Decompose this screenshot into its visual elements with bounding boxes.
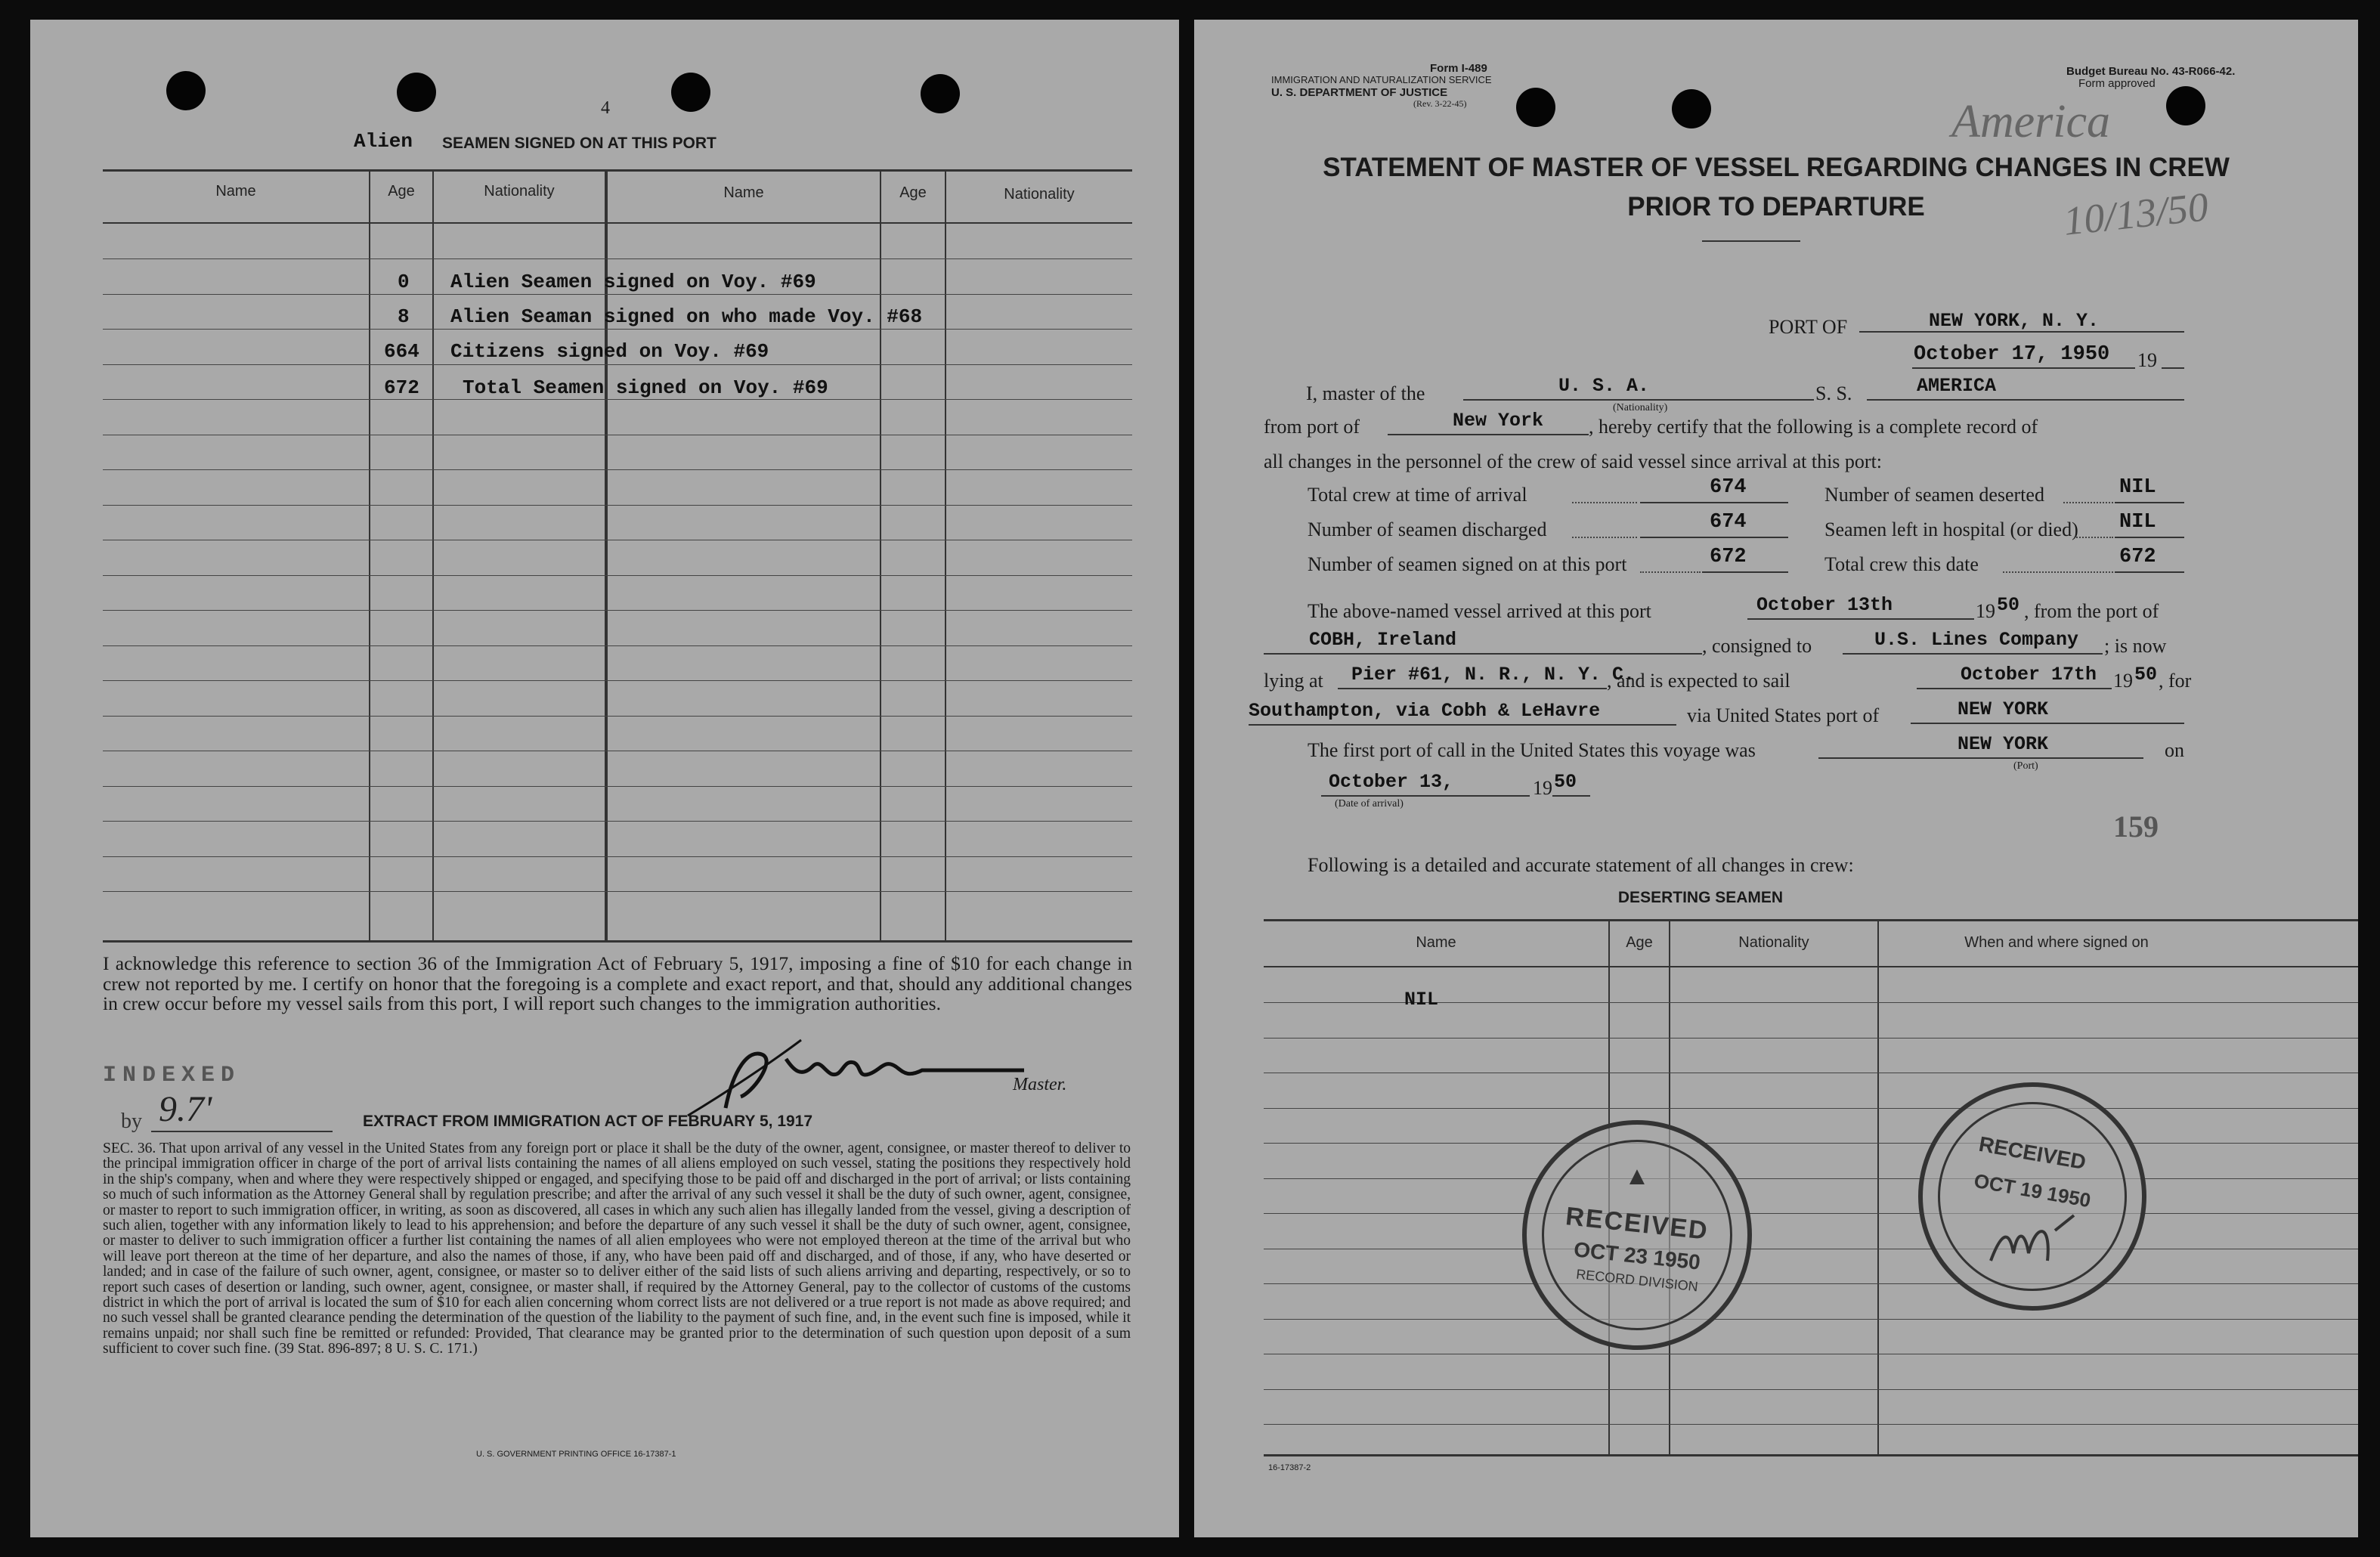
form-title-line-1: STATEMENT OF MASTER OF VESSEL REGARDING CHANGES IN CREW <box>1323 153 2230 182</box>
stat-value-total-crew: 674 <box>1710 476 1747 499</box>
from-port-label: from port of <box>1264 416 1360 438</box>
stat-line <box>1640 502 1788 503</box>
leader-dots <box>1640 571 1701 573</box>
for-label: , for <box>2159 670 2192 692</box>
table-rule-line <box>1264 1178 2358 1179</box>
deserting-col-nationality: Nationality <box>1738 934 1809 951</box>
form-title-line-2: PRIOR TO DEPARTURE <box>1627 192 1925 221</box>
seamen-signed-on-title: SEAMEN SIGNED ON AT THIS PORT <box>442 135 716 152</box>
row-age: 0 <box>398 271 410 293</box>
deserting-col-age: Age <box>1626 934 1653 951</box>
stat-line <box>1702 571 1788 573</box>
table-rule-line <box>103 294 1132 295</box>
row-age: 664 <box>384 340 419 363</box>
deserting-col-name: Name <box>1416 934 1456 951</box>
indexed-underline <box>151 1131 333 1132</box>
deserting-bottom-rule <box>1264 1454 2358 1456</box>
from-the-port-of: , from the port of <box>2024 600 2159 622</box>
table-bottom-rule <box>103 940 1132 943</box>
consigned-label: , consigned to <box>1702 635 1812 657</box>
deserting-top-rule <box>1264 919 2358 921</box>
printing-office: U. S. GOVERNMENT PRINTING OFFICE 16-17387-1 <box>476 1450 676 1459</box>
table-rule-line <box>103 610 1132 611</box>
acknowledgement-text: I acknowledge this reference to section 36 of the Immigration Act of February 5, 1917, imposing a fine of $10 for each change in crew not reported by me. I certify on honor that the foregoing is a complete and exact report, and that, should any additional changes in crew occur before my vessel sails from this port, I will report such changes to the immigration authorities. <box>103 952 1132 1014</box>
left-page <box>30 20 1179 1537</box>
col-header-age: Age <box>388 183 415 200</box>
form-revision: (Rev. 3-22-45) <box>1413 98 1467 109</box>
lying-at-value: Pier #61, N. R., N. Y. C. <box>1351 664 1636 686</box>
via-label: via United States port of <box>1687 704 1880 726</box>
expected-label: , and is expected to sail <box>1607 670 1790 692</box>
table-rule-line <box>103 258 1132 259</box>
row-text: Alien Seaman signed on who made Voy. #68 <box>450 305 923 328</box>
column-divider <box>880 169 881 940</box>
stat-value-total-today: 672 <box>2119 546 2156 568</box>
lying-at-line <box>1338 688 1607 689</box>
arrived-label: The above-named vessel arrived at this port <box>1308 600 1651 622</box>
master-of-label: I, master of the <box>1306 382 1425 404</box>
origin-line <box>1264 653 1702 655</box>
col-header-name-2: Name <box>723 184 764 201</box>
port-caption: (Port) <box>2013 760 2038 772</box>
is-now: ; is now <box>2104 635 2167 657</box>
punch-hole <box>921 74 960 113</box>
arrived-line <box>1747 618 1974 620</box>
col-header-age-2: Age <box>899 184 927 201</box>
row-age: 672 <box>384 376 419 399</box>
arrival-year: 50 <box>1554 771 1577 793</box>
port-of-line <box>1859 331 2184 333</box>
stat-label-hospital: Seamen left in hospital (or died) <box>1824 518 2078 540</box>
stat-line <box>2115 502 2184 503</box>
table-rule-line <box>103 716 1132 717</box>
agency-line-2: U. S. DEPARTMENT OF JUSTICE <box>1271 86 1448 99</box>
sail-year: 50 <box>2134 664 2158 686</box>
stamp-division: RECORD DIVISION <box>1575 1266 1699 1295</box>
arrived-year-prefix: 19 <box>1976 600 1995 622</box>
consigned-value: U.S. Lines Company <box>1874 629 2079 651</box>
punch-hole <box>671 73 710 112</box>
page-number-stamp: 159 <box>2113 809 2159 844</box>
leader-dots <box>2003 571 2113 573</box>
extract-text: SEC. 36. That upon arrival of any vessel in the United States from any foreign port or place it shall be the duty of the owner, agent, consignee, or master thereof to deliver to the principal immigration officer in charge of the port of arrival lists containing the names of all aliens employed on such vessel, stating the positions they respectively hold in the ship's company, when and where they were respectively shipped or engaged, and specifying those to be paid off and discharged in the port of arrival; or lists containing so much of such information as the Attorney General shall by regulation prescribe; and after the arrival of any such vessel it shall be the duty of such owner, agent, consignee, or master to report to such immigration officer, in writing, as soon as discovered, all cases in which any such alien has illegally landed from the vessel, giving a description of such alien, together with any information likely to lead to his apprehension; and before the departure of any such vessel it shall be the duty of such owner, agent, consignee, or master to deliver to such immigration officer a further list containing the names of all alien employees who were not employed thereon at the time of the arrival but who will leave port thereon at the time of her departure, and also the names of those, if any, who have been paid off and discharged, and of those, if any, who have deserted or landed; and in case of the failure of such owner, agent, consignee, or master so to deliver either of the said lists of such aliens arriving and departing, respectively, or so to report such cases of desertion or landing, such owner, agent, consignee, or master shall, if required by the Attorney General, pay to the collector of customs of the customs district in which the port of arrival is located the sum of $10 for each alien concerning whom correct lists are not delivered or a true report is not made as above required; and no such vessel shall be granted clearance pending the determination of the question of the liability to the payment of such fine, and, in the event such fine is imposed, while it remains unpaid; nor shall such fine be remitted or refunded: Provided, That clearance may be granted prior to the determination of such question upon deposit of a sum sufficient to cover such fine. (39 Stat. 896-897; 8 U. S. C. 171.) <box>103 1141 1131 1357</box>
table-rule-line <box>1264 1108 2358 1109</box>
first-port-value: NEW YORK <box>1958 733 2049 755</box>
consigned-line <box>1843 653 2103 655</box>
stat-label-discharged: Number of seamen discharged <box>1308 518 1547 540</box>
stamp2-date: OCT 19 1950 <box>1972 1169 2093 1212</box>
leader-dots <box>1572 537 1637 538</box>
certify-text: , hereby certify that the following is a complete record of <box>1589 416 2038 438</box>
column-divider <box>432 169 434 940</box>
printing-code: 16-17387-2 <box>1268 1463 1311 1472</box>
form-number: Form I-489 <box>1430 62 1487 75</box>
stat-label-total-crew: Total crew at time of arrival <box>1308 484 1527 506</box>
stat-value-signed-on: 672 <box>1710 546 1747 568</box>
punch-hole <box>166 71 206 110</box>
ss-label: S. S. <box>1815 382 1852 404</box>
stamp2-received-text: RECEIVED <box>1976 1131 2088 1175</box>
received-stamp <box>1918 1082 2146 1311</box>
table-rule-line <box>103 364 1132 365</box>
table-rule-line <box>103 891 1132 892</box>
from-port-value: New York <box>1453 410 1544 432</box>
table-rule-line <box>1264 1319 2358 1320</box>
stat-line <box>2115 571 2184 573</box>
title-typed: Alien <box>354 130 413 153</box>
sail-value: October 17th <box>1961 664 2097 686</box>
title-underline <box>1702 240 1800 242</box>
stamp-received-text: RECEIVED <box>1564 1202 1710 1246</box>
table-header-rule <box>103 222 1132 224</box>
nationality-caption: (Nationality) <box>1613 402 1668 413</box>
table-rule-line <box>1264 1424 2358 1425</box>
indexed-by-initials: 9.7' <box>159 1089 212 1129</box>
ss-value: AMERICA <box>1917 375 1997 397</box>
arrived-year: 50 <box>1997 594 2020 616</box>
table-rule-line <box>103 575 1132 576</box>
punch-hole <box>397 73 436 112</box>
via-line <box>1911 723 2184 724</box>
stat-value-hospital: NIL <box>2119 511 2156 534</box>
first-port-label: The first port of call in the United States this voyage was <box>1308 739 1756 761</box>
punch-hole <box>1672 89 1711 128</box>
on-label: on <box>2165 739 2184 761</box>
certify-text-2: all changes in the personnel of the crew of said vessel since arrival at this port: <box>1264 450 1883 472</box>
table-rule-line <box>1264 1038 2358 1039</box>
table-rule-line <box>1264 1283 2358 1284</box>
via-value: NEW YORK <box>1958 698 2049 720</box>
arrival-year-prefix: 19 <box>1533 777 1552 799</box>
row-text: Alien Seamen signed on Voy. #69 <box>450 271 816 293</box>
indexed-stamp: INDEXED <box>103 1063 241 1088</box>
extract-title: EXTRACT FROM IMMIGRATION ACT OF FEBRUARY 5, 1917 <box>363 1113 813 1130</box>
arrival-year-line <box>1552 795 1590 797</box>
date-of-arrival-caption: (Date of arrival) <box>1335 798 1404 809</box>
stat-label-deserted: Number of seamen deserted <box>1824 484 2044 506</box>
deserting-col-signed-on: When and where signed on <box>1964 934 2149 951</box>
port-of-value: NEW YORK, N. Y. <box>1929 310 2100 332</box>
nationality-value: U. S. A. <box>1558 375 1650 397</box>
stat-label-total-today: Total crew this date <box>1824 553 1979 575</box>
sail-line <box>1917 688 2112 689</box>
origin-value: COBH, Ireland <box>1309 629 1457 651</box>
date-line <box>1912 367 2135 369</box>
table-rule-line <box>103 505 1132 506</box>
table-rule-line <box>1264 1213 2358 1214</box>
stat-line <box>1640 537 1788 538</box>
punch-hole <box>1516 88 1555 127</box>
row-text: Citizens signed on Voy. #69 <box>450 340 769 363</box>
ss-line <box>1867 399 2184 401</box>
column-divider <box>1877 921 1879 1454</box>
date-suffix: 19 <box>2137 349 2157 371</box>
row-text: Total Seamen signed on Voy. #69 <box>463 376 828 399</box>
arrival-date-value: October 13, <box>1329 771 1454 793</box>
port-of-label: PORT OF <box>1769 316 1848 338</box>
table-rule-line <box>103 469 1132 470</box>
leader-dots <box>2074 537 2113 538</box>
table-rule-line <box>103 399 1132 400</box>
table-rule-line <box>103 329 1132 330</box>
arrived-value: October 13th <box>1756 594 1893 616</box>
indexed-by-label: by <box>121 1110 142 1133</box>
col-header-nationality-2: Nationality <box>1004 186 1075 203</box>
table-rule-line <box>103 821 1132 822</box>
agency-line-1: IMMIGRATION AND NATURALIZATION SERVICE <box>1271 74 1492 85</box>
deserting-header-rule <box>1264 966 2358 967</box>
handwritten-date: 10/13/50 <box>2061 184 2211 244</box>
handwritten-ship-name: America <box>1951 96 2111 147</box>
table-rule-line <box>1264 1143 2358 1144</box>
table-rule-line <box>103 645 1132 646</box>
table-top-rule <box>103 169 1132 172</box>
destination-value: Southampton, via Cobh & LeHavre <box>1249 700 1601 722</box>
col-header-name: Name <box>215 183 256 200</box>
form-approved: Form approved <box>2078 77 2156 90</box>
table-rule-line <box>103 786 1132 787</box>
budget-bureau: Budget Bureau No. 43-R066-42. <box>2066 65 2236 78</box>
leader-dots <box>1572 502 1637 503</box>
table-rule-line <box>103 680 1132 681</box>
table-rule-line <box>103 856 1132 857</box>
right-page <box>1194 20 2358 1537</box>
table-rule-line <box>1264 1389 2358 1390</box>
page-number: 4 <box>601 98 610 118</box>
first-port-line <box>1818 757 2143 759</box>
column-divider <box>945 169 946 940</box>
stat-value-deserted: NIL <box>2119 476 2156 499</box>
stamp2-initials <box>1983 1208 2089 1276</box>
leader-dots <box>2063 502 2113 503</box>
following-text: Following is a detailed and accurate statement of all changes in crew: <box>1308 854 1854 876</box>
nationality-line <box>1463 399 1814 401</box>
stamp-date: OCT 23 1950 <box>1572 1237 1702 1274</box>
master-label: Master. <box>1013 1075 1067 1094</box>
date-value: October 17, 1950 <box>1914 343 2110 366</box>
deserting-entry: NIL <box>1404 989 1439 1011</box>
arrival-date-line <box>1321 795 1530 797</box>
row-age: 8 <box>398 305 410 328</box>
column-divider <box>369 169 370 940</box>
stat-value-discharged: 674 <box>1710 511 1747 534</box>
lying-at-label: lying at <box>1264 670 1323 692</box>
col-header-nationality: Nationality <box>484 183 555 200</box>
stat-line <box>2115 537 2184 538</box>
deserting-title: DESERTING SEAMEN <box>1617 889 1784 906</box>
destination-line <box>1249 724 1676 726</box>
date-suffix-line <box>2162 367 2184 369</box>
punch-hole <box>2166 86 2205 125</box>
received-stamp-record-division: ▲ RECEIVED OCT 23 1950 RECORD DIVISION <box>1522 1120 1752 1350</box>
sail-year-prefix: 19 <box>2113 670 2133 692</box>
stat-label-signed-on: Number of seamen signed on at this port <box>1308 553 1627 575</box>
from-port-line <box>1388 434 1589 435</box>
